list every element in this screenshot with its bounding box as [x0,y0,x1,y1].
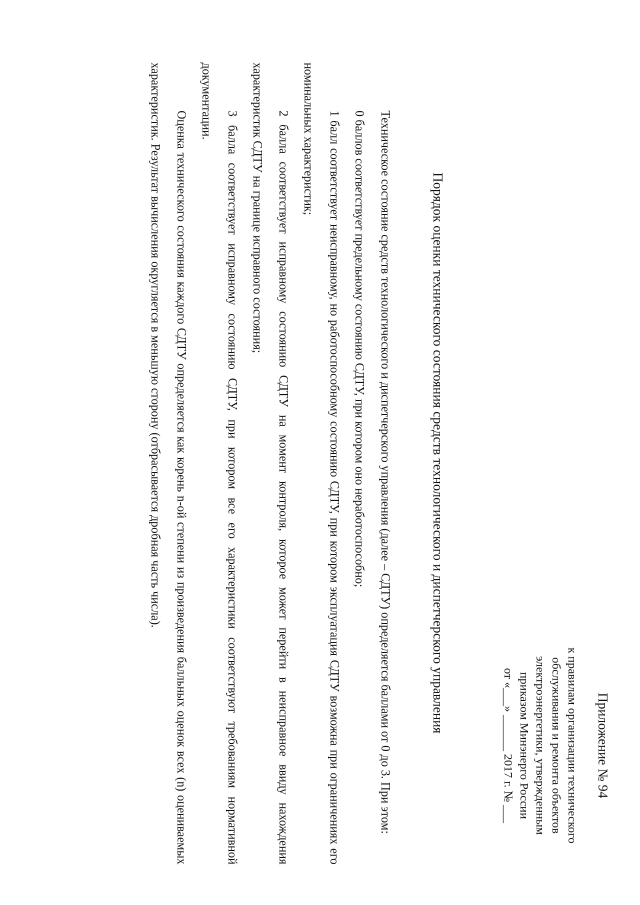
appendix-line: приказом Минэнерго России [517,671,531,819]
appendix-line: к правилам организации технического [565,646,579,844]
document-title: Порядок оценки технического состояния средств технологического и диспетчерского управления [430,171,445,734]
paragraph-score-0: 0 баллов соответствует предельному состоянию СДТУ, при котором оно неработоспособно; [352,110,367,587]
appendix-line: обслуживания и ремонта объектов [549,656,563,834]
appendix-header [500,600,612,890]
paragraph-score-3: 3 балла соответствует исправному состоянию СДТУ, при котором все его характеристики соответствуют требованиям нормативной документации. [199,62,239,864]
paragraph-score-1: 1 балл соответствует неисправному, но работоспособному состоянию СДТУ, при котором эксплуатация СДТУ возможна при ограничениях его номинальных характеристик; [301,62,341,864]
appendix-line: электроэнергетики, утвержденным [533,655,547,835]
paragraph-intro: Техническое состояние средств технологического и диспетчерского управления (далее – СДТУ) определяется баллами от 0 до 3. При этом: [378,110,392,834]
paragraph-assessment: Оценка технического состояния каждого СДТУ определяется как корень n-ой степени из произведения балльных оценок всех (n) оцениваемых характеристик. Результат вычисления округляется в меньшую сторону (отбрасывается дробная часть числа). [148,62,188,864]
document-body [142,62,397,864]
appendix-line: от «___» ______ 2017 г. № ___ [501,667,515,823]
paragraph-score-2: 2 балла соответствует исправному состоянию СДТУ на момент контроля, которое может перейти в неисправное ввиду нахождения характеристик СДТУ на границе исправного состояния; [250,62,290,864]
appendix-number: Приложение № 94 [595,692,610,798]
